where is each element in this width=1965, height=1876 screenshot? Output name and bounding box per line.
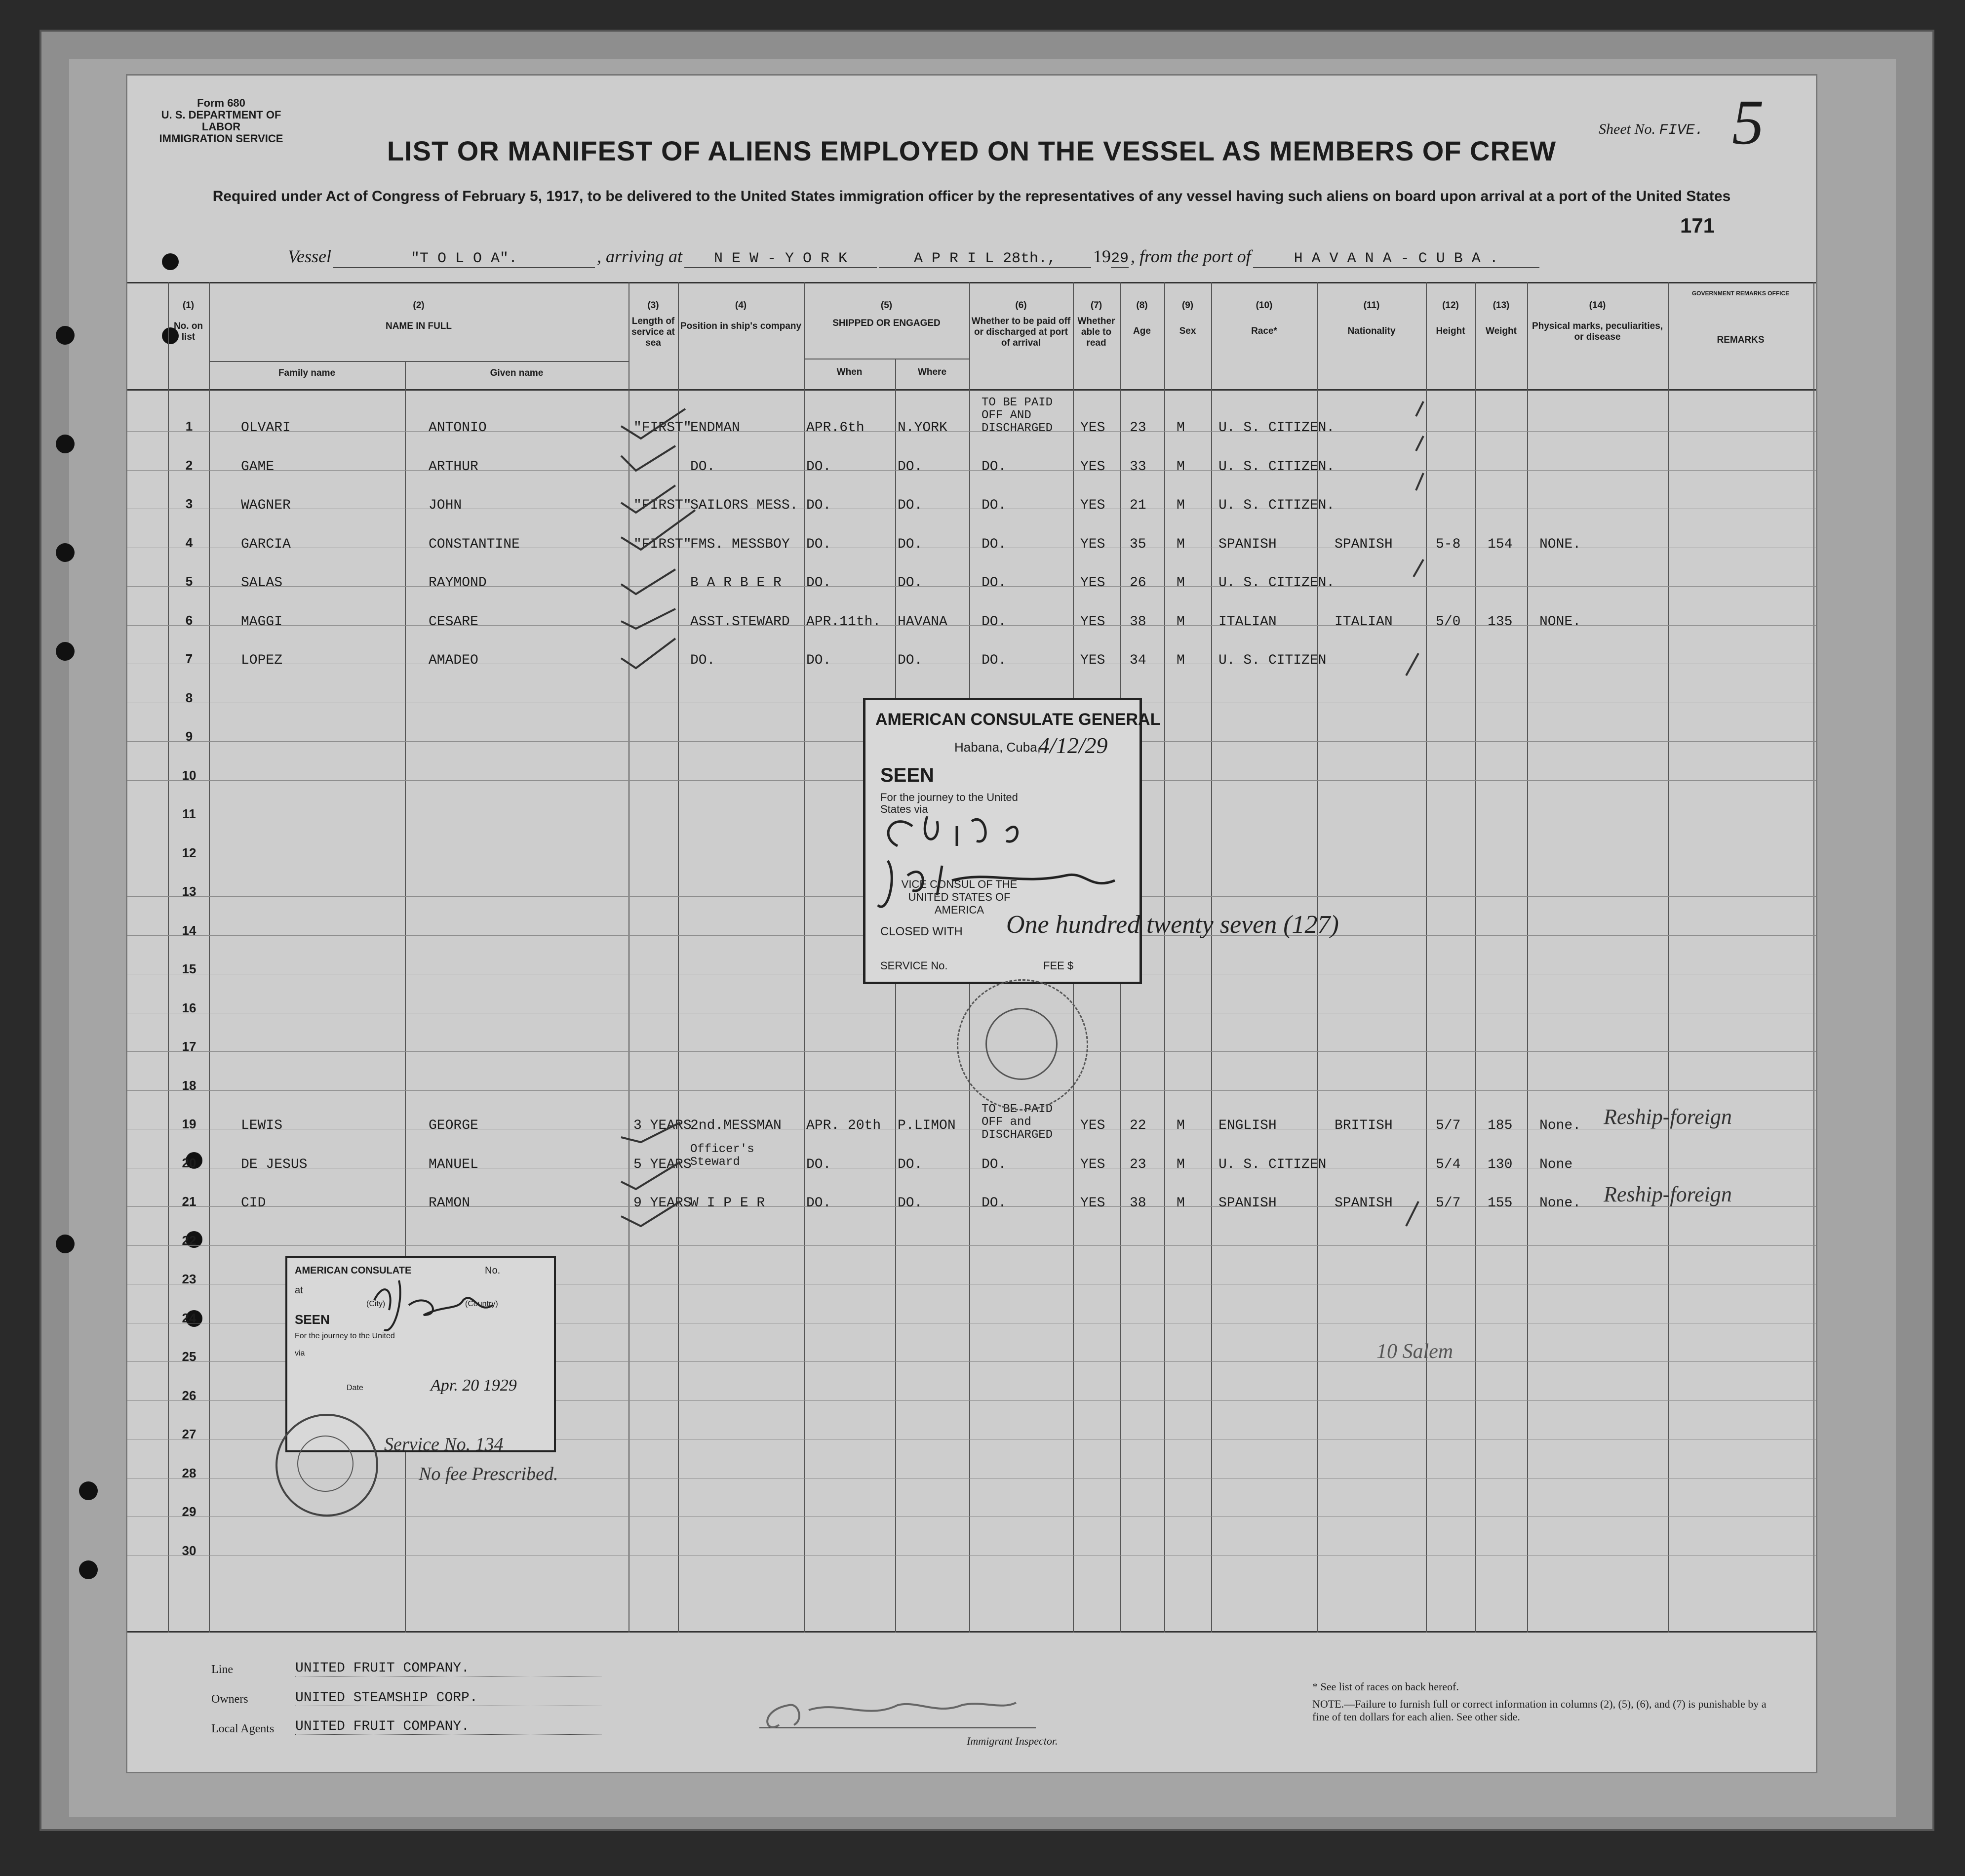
cell-age: 35 (1130, 537, 1146, 552)
col-header-11: (11) Nationality (1347, 300, 1396, 336)
cell-service: "FIRST" (633, 537, 692, 552)
cell-when: DO. (806, 1196, 831, 1211)
cell-family: LOPEZ (241, 653, 283, 668)
department: U. S. DEPARTMENT OF LABOR (161, 109, 281, 133)
limon-service-note: Service No. 134 (384, 1434, 504, 1455)
cell-race: U. S. CITIZEN. (1218, 459, 1335, 475)
limon-stamp-journey: For the journey to the United (295, 1332, 395, 1340)
cell-age: 38 (1130, 1196, 1146, 1211)
cell-age: 34 (1130, 653, 1146, 668)
cell-race: U. S. CITIZEN. (1218, 498, 1335, 513)
row-number: 5 (185, 574, 193, 589)
page-number: 171 (1680, 214, 1715, 237)
sheet-big-number: 5 (1732, 87, 1764, 158)
cell-where: DO. (898, 1157, 923, 1172)
cell-read: YES (1080, 537, 1105, 552)
page-title: LIST OR MANIFEST OF ALIENS EMPLOYED ON THE VESSEL AS MEMBERS OF CREW (387, 135, 1557, 166)
from-label: , from the port of (1131, 246, 1251, 266)
cell-when: DO. (806, 537, 831, 552)
cell-family: GAME (241, 459, 275, 475)
row-number: 24 (182, 1311, 196, 1325)
col-header-7: (7) Whether able to read (1077, 300, 1115, 348)
cell-sex: M (1177, 1157, 1185, 1172)
cell-paid: DO. (982, 614, 1007, 630)
consulate-seal (957, 979, 1088, 1111)
cell-when: APR.6th (806, 420, 865, 436)
cell-family: MAGGI (241, 614, 283, 630)
vessel-name: "T O L O A". (333, 250, 595, 268)
departure-port: H A V A N A - C U B A . (1253, 250, 1539, 268)
col-header-remarks-top: GOVERNMENT REMARKS OFFICE (1691, 290, 1790, 297)
row-number: 15 (182, 961, 196, 976)
cell-where: P.LIMON (898, 1118, 956, 1133)
cell-age: 21 (1130, 498, 1146, 513)
cell-given: CONSTANTINE (429, 537, 520, 552)
cell-position: SAILORS MESS. (690, 498, 798, 513)
cell-age: 38 (1130, 614, 1146, 630)
cell-family: GARCIA (241, 537, 291, 552)
row-number: 3 (185, 496, 193, 511)
check-mark (1406, 653, 1418, 676)
col-header-12: (12) Height (1436, 300, 1465, 336)
check-mark (1406, 1201, 1418, 1226)
cell-marks: NONE. (1539, 537, 1581, 552)
cell-weight: 130 (1488, 1157, 1513, 1172)
cell-remark: Reship-foreign (1604, 1105, 1732, 1129)
limon-stamp-via: via (295, 1349, 305, 1357)
cell-height: 5/7 (1436, 1118, 1461, 1133)
sheet-value: FIVE. (1659, 122, 1704, 139)
sheet-label: Sheet No. (1599, 121, 1655, 137)
manifest-sheet (126, 74, 1817, 1773)
row-number: 30 (182, 1543, 196, 1558)
col-header-2: (2) NAME IN FULL (385, 300, 452, 331)
cell-family: DE JESUS (241, 1157, 308, 1172)
arrival-date: A P R I L 28th., (879, 250, 1091, 268)
cell-service: 9 YEARS (633, 1196, 692, 1211)
cell-race: U. S. CITIZEN. (1218, 575, 1335, 591)
row-number: 17 (182, 1039, 196, 1054)
cell-read: YES (1080, 1157, 1105, 1172)
cell-where: DO. (898, 575, 923, 591)
cell-read: YES (1080, 575, 1105, 591)
row-number: 29 (182, 1504, 196, 1519)
row-number: 4 (185, 535, 193, 550)
fine-note: NOTE.—Failure to furnish full or correct information in columns (2), (5), (6), and (7) is punishable by a fine of ten dollars for each alien. See other side. (1312, 1698, 1767, 1723)
inspector-signature (749, 1680, 1046, 1740)
row-number: 8 (185, 690, 193, 705)
cell-marks: None. (1539, 1196, 1581, 1211)
cell-height: 5/0 (1436, 614, 1461, 630)
cell-family: OLVARI (241, 420, 291, 436)
col-header-family: Family name (278, 368, 336, 378)
stamp-seen: SEEN (880, 764, 934, 786)
cell-paid: DO. (982, 653, 1007, 668)
row-number: 16 (182, 1000, 196, 1015)
cell-position: Officer's Steward (690, 1143, 754, 1169)
cell-weight: 154 (1488, 537, 1513, 552)
row-number: 13 (182, 884, 196, 899)
cell-where: N.YORK (898, 420, 947, 436)
cell-paid: DO. (982, 1196, 1007, 1211)
cell-height: 5/4 (1436, 1157, 1461, 1172)
cell-sex: M (1177, 1196, 1185, 1211)
cell-given: GEORGE (429, 1118, 478, 1133)
limon-stamp-date-label: Date (347, 1384, 363, 1392)
limon-fee-note: No fee Prescribed. (419, 1464, 558, 1484)
stamp-fee: FEE $ (1043, 959, 1074, 972)
cell-family: CID (241, 1196, 266, 1211)
cell-paid: TO BE PAID OFF and DISCHARGED (982, 1103, 1053, 1142)
col-header-when: When (836, 367, 863, 377)
cell-family: WAGNER (241, 498, 291, 513)
cell-age: 33 (1130, 459, 1146, 475)
cell-remark: Reship-foreign (1604, 1182, 1732, 1206)
cell-read: YES (1080, 420, 1105, 436)
row-number: 2 (185, 458, 193, 473)
cell-when: DO. (806, 459, 831, 475)
cell-sex: M (1177, 459, 1185, 475)
cell-paid: DO. (982, 537, 1007, 552)
col-header-remarks: REMARKS (1717, 335, 1765, 345)
cell-weight: 185 (1488, 1118, 1513, 1133)
cell-service: 5 YEARS (633, 1157, 692, 1172)
footer-line-label: Line (211, 1663, 233, 1676)
cell-service: "FIRST" (633, 498, 692, 513)
cell-where: DO. (898, 1196, 923, 1211)
check-mark (621, 1201, 680, 1226)
limon-stamp-title: AMERICAN CONSULATE (295, 1265, 412, 1276)
col-header-5: (5) SHIPPED OR ENGAGED (832, 300, 941, 328)
footer-agents: UNITED FRUIT COMPANY. (295, 1719, 601, 1735)
cell-service: "FIRST" (633, 420, 692, 436)
stamp-closed-with: CLOSED WITH (880, 925, 963, 938)
cell-paid: DO. (982, 459, 1007, 475)
limon-stamp-at: at (295, 1285, 303, 1296)
row-number: 22 (182, 1233, 196, 1248)
col-header-10: (10) Race* (1251, 300, 1277, 336)
cell-race: ITALIAN (1218, 614, 1277, 630)
footer-owners: UNITED STEAMSHIP CORP. (295, 1690, 601, 1706)
cell-where: DO. (898, 498, 923, 513)
cell-where: HAVANA (898, 614, 947, 630)
row-number: 20 (182, 1156, 196, 1170)
cell-read: YES (1080, 459, 1105, 475)
cell-when: DO. (806, 653, 831, 668)
cell-family: LEWIS (241, 1118, 283, 1133)
cell-race: U. S. CITIZEN. (1218, 420, 1335, 436)
consul-signature (858, 698, 1253, 994)
cell-read: YES (1080, 614, 1105, 630)
cell-position: DO. (690, 653, 715, 668)
cell-read: YES (1080, 1118, 1105, 1133)
cell-paid: TO BE PAID OFF AND DISCHARGED (982, 396, 1053, 435)
check-mark (621, 510, 695, 550)
inspector-label: Immigrant Inspector. (967, 1735, 1058, 1747)
cell-position: B A R B E R (690, 575, 782, 591)
cell-nationality: BRITISH (1335, 1118, 1393, 1133)
col-header-9: (9) Sex (1179, 300, 1196, 336)
pencil-note: 10 Salem (1376, 1340, 1454, 1363)
cell-given: ARTHUR (429, 459, 478, 475)
cell-given: RAYMOND (429, 575, 487, 591)
cell-race: SPANISH (1218, 537, 1277, 552)
row-number: 7 (185, 651, 193, 666)
limon-stamp-no: No. (485, 1265, 501, 1276)
cell-when: DO. (806, 575, 831, 591)
cell-position: DO. (690, 459, 715, 475)
col-header-14: (14) Physical marks, peculiarities, or disease (1532, 300, 1663, 342)
stamp-journey: For the journey to the United States via (880, 791, 1018, 815)
cell-age: 23 (1130, 1157, 1146, 1172)
col-header-6: (6) Whether to be paid off or discharged at port of arrival (971, 300, 1071, 348)
check-mark (621, 609, 675, 629)
cell-when: DO. (806, 1157, 831, 1172)
arriving-label: , arriving at (596, 246, 682, 266)
col-header-where: Where (917, 367, 947, 377)
page-subtitle: Required under Act of Congress of February 5, 1917, to be delivered to the United States immigration officer by the representatives of any vessel having such aliens on board upon arrival at a port of the United States (212, 188, 1731, 204)
cell-service: 3 YEARS (633, 1118, 692, 1133)
cell-race: SPANISH (1218, 1196, 1277, 1211)
cell-sex: M (1177, 537, 1185, 552)
cell-marks: None (1539, 1157, 1573, 1172)
footer-line: UNITED FRUIT COMPANY. (295, 1661, 601, 1676)
col-header-1: (1) No. on list (173, 300, 203, 342)
col-header-given: Given name (490, 368, 544, 378)
row-number: 9 (185, 729, 193, 744)
cell-family: SALAS (241, 575, 283, 591)
cell-given: MANUEL (429, 1157, 478, 1172)
cell-sex: M (1177, 653, 1185, 668)
limon-stamp-city: (City) (366, 1300, 386, 1308)
cell-sex: M (1177, 575, 1185, 591)
binder-hole (56, 326, 75, 345)
limon-stamp-seen: SEEN (295, 1312, 330, 1327)
row-number: 27 (182, 1427, 196, 1441)
cell-weight: 155 (1488, 1196, 1513, 1211)
row-number: 26 (182, 1388, 196, 1403)
cell-race: U. S. CITIZEN (1218, 653, 1327, 668)
seal-inner (985, 1008, 1058, 1080)
check-mark (621, 639, 675, 668)
row-number: 28 (182, 1466, 196, 1480)
binder-hole (56, 1235, 75, 1253)
cell-given: JOHN (429, 498, 462, 513)
cell-where: DO. (898, 459, 923, 475)
cell-sex: M (1177, 1118, 1185, 1133)
cell-given: CESARE (429, 614, 478, 630)
cell-when: APR. 20th (806, 1118, 881, 1133)
row-number: 10 (182, 768, 196, 783)
limon-seal (275, 1414, 378, 1517)
limon-seal-inner (297, 1436, 354, 1492)
row-number: 11 (182, 806, 196, 821)
cell-paid: DO. (982, 575, 1007, 591)
check-mark (621, 1162, 680, 1189)
cell-age: 22 (1130, 1118, 1146, 1133)
closed-with-handwriting: One hundred twenty seven (127) (1006, 911, 1339, 939)
col-header-4: (4) Position in ship's company (680, 300, 802, 331)
cell-marks: None. (1539, 1118, 1581, 1133)
check-mark (1414, 559, 1423, 577)
cell-given: AMADEO (429, 653, 478, 668)
cell-where: DO. (898, 537, 923, 552)
cell-given: ANTONIO (429, 420, 487, 436)
binder-hole (56, 642, 75, 661)
cell-race: U. S. CITIZEN (1218, 1157, 1327, 1172)
arrival-port: N E W - Y O R K (684, 250, 877, 268)
stamp-place: Habana, Cuba, (954, 740, 1041, 755)
cell-nationality: SPANISH (1335, 537, 1393, 552)
row-number: 21 (182, 1194, 196, 1209)
cell-position: FMS. MESSBOY (690, 537, 790, 552)
cell-sex: M (1177, 614, 1185, 630)
binder-hole (56, 435, 75, 453)
cell-height: 5-8 (1436, 537, 1461, 552)
cell-sex: M (1177, 420, 1185, 436)
row-number: 18 (182, 1078, 196, 1093)
service-name: IMMIGRATION SERVICE (159, 132, 283, 145)
row-number: 25 (182, 1349, 196, 1364)
binder-hole (79, 1560, 98, 1579)
check-mark (1416, 436, 1423, 451)
cell-when: DO. (806, 498, 831, 513)
row-number: 19 (182, 1117, 196, 1131)
year-suffix: 29 (1111, 250, 1129, 267)
stamp-service-no: SERVICE No. (880, 959, 948, 972)
race-note: * See list of races on back hereof. (1312, 1680, 1459, 1693)
cell-paid: DO. (982, 1157, 1007, 1172)
row-number: 1 (185, 419, 193, 434)
cell-paid: DO. (982, 498, 1007, 513)
check-mark (1416, 473, 1423, 490)
cell-weight: 135 (1488, 614, 1513, 630)
cell-sex: M (1177, 498, 1185, 513)
cell-age: 23 (1130, 420, 1146, 436)
form-number: Form 680 (197, 97, 245, 109)
check-mark (621, 1122, 680, 1142)
cell-given: RAMON (429, 1196, 471, 1211)
stamp-title: AMERICAN CONSULATE GENERAL (875, 710, 1161, 729)
binder-hole (56, 543, 75, 562)
col-header-8: (8) Age (1133, 300, 1151, 336)
cell-where: DO. (898, 653, 923, 668)
check-mark (621, 569, 675, 594)
stamp-vice-consul: VICE CONSUL OF THE UNITED STATES OF AMERICA (901, 878, 1018, 916)
cell-position: 2nd.MESSMAN (690, 1118, 782, 1133)
check-mark (621, 485, 675, 513)
row-number: 23 (182, 1272, 196, 1286)
stamp-date: 4/12/29 (1038, 733, 1108, 758)
cell-position: W I P E R (690, 1196, 765, 1211)
row-number: 6 (185, 613, 193, 628)
limon-stamp-country: (Country) (465, 1300, 498, 1308)
limon-stamp-date: Apr. 20 1929 (431, 1376, 517, 1395)
year-prefix: 19 (1093, 246, 1111, 266)
limon-signature (364, 1271, 512, 1350)
cell-age: 26 (1130, 575, 1146, 591)
cell-nationality: SPANISH (1335, 1196, 1393, 1211)
cell-read: YES (1080, 498, 1105, 513)
check-mark (621, 446, 675, 471)
binder-hole (79, 1481, 98, 1500)
cell-height: 5/7 (1436, 1196, 1461, 1211)
check-mark (621, 409, 685, 439)
col-header-13: (13) Weight (1486, 300, 1517, 336)
row-number: 14 (182, 923, 196, 938)
col-header-3: (3) Length of service at sea (631, 300, 675, 348)
cell-position: ASST.STEWARD (690, 614, 790, 630)
cell-when: APR.11th. (806, 614, 881, 630)
cell-race: ENGLISH (1218, 1118, 1277, 1133)
check-mark (1416, 401, 1423, 416)
cell-read: YES (1080, 653, 1105, 668)
vessel-label: Vessel (288, 246, 331, 266)
cell-marks: NONE. (1539, 614, 1581, 630)
row-number: 12 (182, 845, 196, 860)
footer-agents-label: Local Agents (211, 1722, 275, 1735)
cell-nationality: ITALIAN (1335, 614, 1393, 630)
footer-owners-label: Owners (211, 1693, 248, 1706)
cell-position: ENDMAN (690, 420, 740, 436)
cell-read: YES (1080, 1196, 1105, 1211)
